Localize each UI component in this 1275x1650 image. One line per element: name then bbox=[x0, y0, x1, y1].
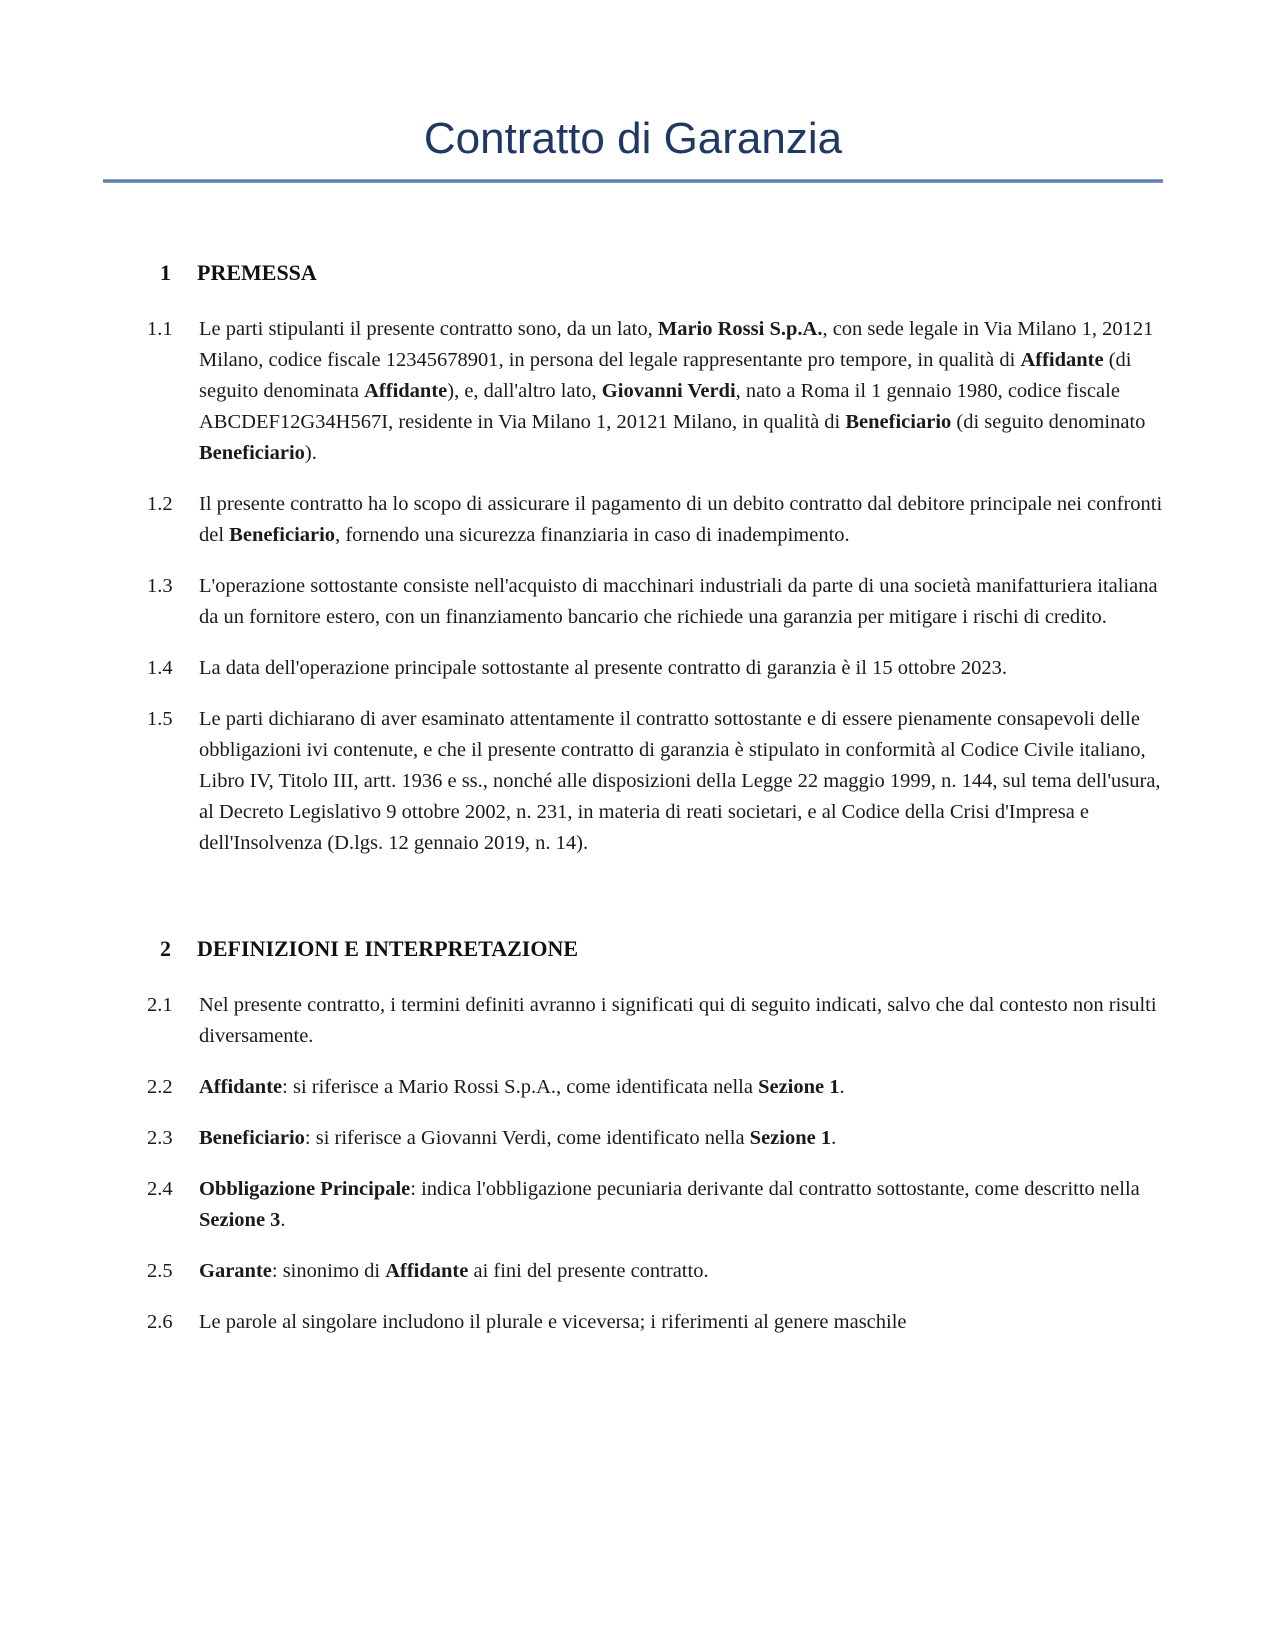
clause bbox=[147, 571, 1163, 633]
section-heading-text: PREMESSA bbox=[197, 259, 317, 285]
text-run: . bbox=[839, 1075, 845, 1098]
clause-number: 2.4 bbox=[147, 1177, 173, 1200]
text-run: Le parole al singolare includono il plurale e viceversa; i riferimenti al genere maschile bbox=[199, 1310, 907, 1333]
text-run: . bbox=[280, 1208, 286, 1231]
clause bbox=[147, 314, 1163, 469]
section bbox=[103, 257, 1163, 859]
bold-term: Sezione 1 bbox=[758, 1075, 840, 1098]
clause-text bbox=[199, 489, 1163, 551]
section-clauses bbox=[103, 990, 1163, 1338]
clause-number: 2.1 bbox=[147, 993, 173, 1016]
text-run: La data dell'operazione principale sottostante al presente contratto di garanzia è il 15 ottobre 2023. bbox=[199, 656, 1008, 679]
clause-number: 2.2 bbox=[147, 1075, 173, 1098]
clause-text bbox=[199, 990, 1163, 1052]
clause-text bbox=[199, 1123, 1163, 1154]
clause-text bbox=[199, 653, 1163, 684]
clause bbox=[147, 1123, 1163, 1154]
clause-number: 1.3 bbox=[147, 574, 173, 597]
text-run: (di seguito denominato bbox=[951, 410, 1146, 433]
clause-text bbox=[199, 1174, 1163, 1236]
bold-term: Sezione 1 bbox=[749, 1126, 832, 1149]
sections bbox=[103, 257, 1163, 1338]
clause-text bbox=[199, 1072, 1163, 1103]
section bbox=[103, 933, 1163, 1338]
section-clauses bbox=[103, 314, 1163, 859]
clause-number: 1.1 bbox=[147, 317, 173, 340]
text-run: ). bbox=[304, 441, 317, 464]
text-run: : si riferisce a Giovanni Verdi, come identificato nella bbox=[304, 1126, 750, 1149]
clause-text bbox=[199, 704, 1163, 859]
bold-term: Beneficiario bbox=[229, 523, 336, 546]
clause bbox=[147, 1072, 1163, 1103]
bold-term: Affidante bbox=[364, 379, 448, 402]
document-title: Contratto di Garanzia bbox=[423, 114, 843, 163]
text-run: ), e, dall'altro lato, bbox=[447, 379, 602, 402]
text-run: , con sede legale in Via Milano 1, 20121 Milano, codice fiscale 12345678901, in persona del legale rappresentante pro tempore, in qualità di bbox=[199, 317, 1154, 371]
bold-term: Affidante bbox=[199, 1075, 283, 1098]
text-run: Il presente contratto ha lo scopo di assicurare il pagamento di un debito contratto dal debitore principale nei confronti del bbox=[199, 492, 1163, 546]
clause-number: 1.5 bbox=[147, 707, 173, 730]
bold-term: Beneficiario bbox=[199, 441, 305, 464]
text-run: (di seguito denominata bbox=[199, 348, 1132, 402]
text-run: Le parti stipulanti il presente contratto sono, da un lato, bbox=[199, 317, 658, 340]
section-heading bbox=[160, 933, 1163, 964]
clause-number: 2.6 bbox=[147, 1310, 173, 1333]
bold-term: Garante bbox=[199, 1259, 272, 1282]
section-number: 1 bbox=[160, 259, 171, 285]
clause-text bbox=[199, 1307, 1163, 1338]
clause bbox=[147, 990, 1163, 1052]
text-run: ai fini del presente contratto. bbox=[468, 1259, 709, 1282]
section-heading-text: DEFINIZIONI E INTERPRETAZIONE bbox=[197, 935, 579, 961]
clause-number: 2.3 bbox=[147, 1126, 173, 1149]
bold-term: Giovanni Verdi bbox=[601, 379, 736, 402]
clause bbox=[147, 704, 1163, 859]
clause-text bbox=[199, 571, 1163, 633]
clause bbox=[147, 1256, 1163, 1287]
clause bbox=[147, 1307, 1163, 1338]
bold-term: Beneficiario bbox=[199, 1126, 305, 1149]
section-number: 2 bbox=[160, 935, 171, 961]
text-run: : indica l'obbligazione pecuniaria derivante dal contratto sottostante, come descritto nella bbox=[410, 1177, 1140, 1200]
text-run: : sinonimo di bbox=[271, 1259, 386, 1282]
bold-term: Affidante bbox=[385, 1259, 469, 1282]
clause-text bbox=[199, 1256, 1163, 1287]
bold-term: Obbligazione Principale bbox=[199, 1177, 411, 1200]
text-run: . bbox=[831, 1126, 837, 1149]
clause bbox=[147, 1174, 1163, 1236]
clause-text bbox=[199, 314, 1163, 469]
bold-term: Beneficiario bbox=[845, 410, 952, 433]
text-run: , fornendo una sicurezza finanziaria in caso di inadempimento. bbox=[335, 523, 850, 546]
section-heading bbox=[160, 257, 1163, 288]
text-run: Le parti dichiarano di aver esaminato attentamente il contratto sottostante e di essere pienamente consapevoli delle obbligazioni ivi contenute, e che il presente contratto di garanzia è stipulato in conformità al Codice Civile italiano, Libro IV, Titolo III, artt. 1936 e ss., nonché alle disposizioni della Legge 22 maggio 1999, n. 144, sul tema dell'usura, al Decreto Legislativo 9 ottobre 2002, n. 231, in materia di reati societari, e al Codice della Crisi d'Impresa e dell'Insolvenza (D.lgs. 12 gennaio 2019, n. 14). bbox=[199, 707, 1161, 854]
clause-number: 1.2 bbox=[147, 492, 173, 515]
clause-number: 2.5 bbox=[147, 1259, 173, 1282]
bold-term: Mario Rossi S.p.A. bbox=[657, 317, 823, 340]
clause bbox=[147, 489, 1163, 551]
text-run: L'operazione sottostante consiste nell'acquisto di macchinari industriali da parte di una società manifatturiera italiana da un fornitore estero, con un finanziamento bancario che richiede una garanzia per mitigare i rischi di credito. bbox=[199, 574, 1158, 628]
text-run: , nato a Roma il 1 gennaio 1980, codice fiscale ABCDEF12G34H567I, residente in Via Milano 1, 20121 Milano, in qualità di bbox=[199, 379, 1120, 433]
title-rule bbox=[103, 179, 1163, 183]
text-run: : si riferisce a Mario Rossi S.p.A., come identificata nella bbox=[282, 1075, 759, 1098]
clause-number: 1.4 bbox=[147, 656, 173, 679]
text-run: Nel presente contratto, i termini definiti avranno i significati qui di seguito indicati, salvo che dal contesto non risulti diversamente. bbox=[199, 993, 1157, 1047]
clause bbox=[147, 653, 1163, 684]
bold-term: Affidante bbox=[1020, 348, 1104, 371]
bold-term: Sezione 3 bbox=[199, 1208, 281, 1231]
